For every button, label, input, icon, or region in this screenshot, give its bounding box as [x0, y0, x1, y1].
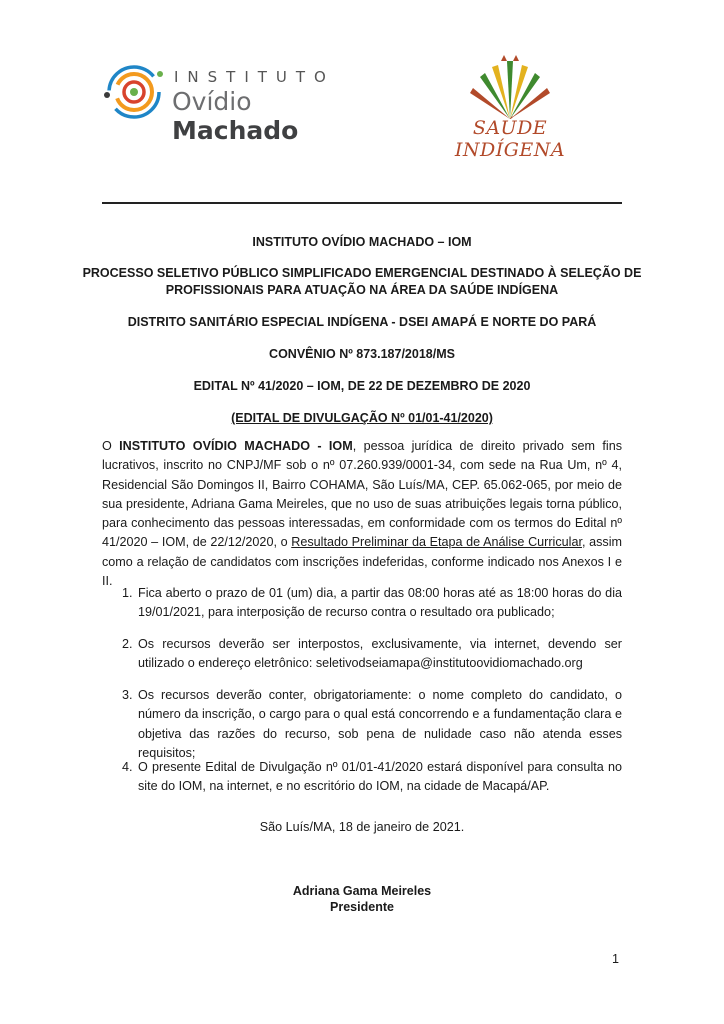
convenio-title: CONVÊNIO Nº 873.187/2018/MS: [269, 347, 455, 361]
header-divider: [102, 202, 622, 204]
list-item-number: 4.: [122, 760, 133, 774]
intro-text-b: , assim como a relação de candidatos com inscrições indeferidas, conforme indicado nos Anexos I e II.: [102, 535, 623, 589]
intro-institute-name: INSTITUTO OVÍDIO MACHADO - IOM: [119, 439, 353, 453]
process-title-line-2: PROFISSIONAIS PARA ATUAÇÃO NA ÁREA DA SAÚDE INDÍGENA: [165, 283, 559, 297]
iom-logo: [102, 62, 362, 145]
list-item-text: Os recursos deverão conter, obrigatoriamente: o nome completo do candidato, o número da inscrição, o cargo para o qual está concorrendo e a fundamentação clara e objetiva das razões do recurso, sob pena de nulidade caso não atenda esses requisitos;: [138, 688, 622, 760]
list-item-number: 2.: [122, 637, 133, 651]
iom-logo-word-ovidio-machado: Ovídio Machado: [172, 87, 299, 145]
intro-prefix: O: [102, 439, 120, 453]
district-title: DISTRITO SANITÁRIO ESPECIAL INDÍGENA - DSEI AMAPÁ E NORTE DO PARÁ: [127, 315, 597, 329]
saude-indigena-logo: [430, 55, 590, 161]
signer-title: Presidente: [330, 900, 394, 914]
signer-name: Adriana Gama Meireles: [292, 884, 432, 898]
iom-logo-word-instituto: INSTITUTO: [174, 68, 335, 86]
feather-headdress-icon: [430, 55, 590, 119]
result-preliminar-link: Resultado Preliminar da Etapa de Análise Curricular: [291, 535, 582, 550]
edital-title: EDITAL Nº 41/2020 – IOM, DE 22 DE DEZEMBRO DE 2020: [193, 379, 531, 393]
institute-title: INSTITUTO OVÍDIO MACHADO – IOM: [252, 235, 472, 249]
intro-paragraph: [102, 437, 622, 591]
saude-indigena-logo-text: SAÚDE INDÍGENA: [454, 117, 566, 161]
process-title-line-1: PROCESSO SELETIVO PÚBLICO SIMPLIFICADO EMERGENCIAL DESTINADO À SELEÇÃO DE: [82, 266, 642, 280]
list-item-text: O presente Edital de Divulgação nº 01/01-41/2020 estará disponível para consulta no site do IOM, na internet, e no escritório do IOM, na cidade de Macapá/AP.: [138, 760, 622, 794]
divulgacao-title: (EDITAL DE DIVULGAÇÃO Nº 01/01-41/2020): [231, 411, 493, 425]
list-item-text: Os recursos deverão ser interpostos, exclusivamente, via internet, devendo ser utilizado o endereço eletrônico: seletivodseiamapa@institutoovidiomachado.org: [138, 637, 622, 671]
list-item-text: Fica aberto o prazo de 01 (um) dia, a partir das 08:00 horas até as 18:00 horas do dia 19/01/2021, para interposição de recurso contra o resultado ora publicado;: [138, 586, 622, 620]
page-number: 1: [612, 952, 620, 966]
intro-text-a: , pessoa jurídica de direito privado sem fins lucrativos, inscrito no CNPJ/MF sob o nº 07.260.939/0001-34, com sede na Rua Um, nº 4, Residencial São Domingos II, Bairro COHAMA, São Luís/MA, CEP. 65.062-065, por meio de sua presidente, Adriana Gama Meireles, que no uso de suas atribuições legais torna público, para conhecimento das pessoas interessadas, em conformidade com os termos do Edital nº 41/2020 – IOM, de 22/12/2020, o: [102, 439, 623, 550]
iom-logo-mark-icon: [102, 62, 166, 122]
place-and-date: São Luís/MA, 18 de janeiro de 2021.: [259, 820, 465, 834]
list-item-number: 3.: [122, 688, 133, 702]
list-item-number: 1.: [122, 586, 133, 600]
